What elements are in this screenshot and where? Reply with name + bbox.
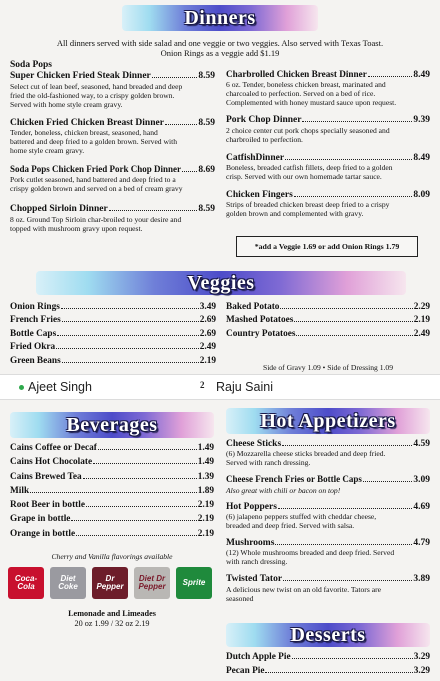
menu-item (10, 204, 215, 233)
veggie-price: 2.19 (413, 315, 430, 326)
veggie-row (226, 302, 430, 315)
item-price: 8.09 (413, 189, 430, 200)
menu-item (226, 115, 430, 144)
diet-dr-pepper-can-icon: Diet Dr Pepper (134, 567, 170, 599)
dinners-left-column (10, 60, 215, 237)
dinners-banner (122, 5, 318, 31)
veggie-row (10, 342, 216, 355)
menu-item (226, 439, 430, 468)
item-name: Chicken Fried Chicken Breast Dinner (10, 117, 164, 128)
veggies-left-column (10, 302, 216, 369)
menu-item (226, 153, 430, 182)
dr-pepper-can-icon: Dr Pepper (92, 567, 128, 599)
sprite-can-icon: Sprite (176, 567, 212, 599)
flavors-text: Cherry and Vanilla flavorings available (51, 552, 173, 561)
veggie-name: Country Potatoes (226, 328, 296, 339)
overlay-name-left[interactable]: Ajeet Singh (28, 380, 92, 394)
item-price: 9.39 (413, 115, 430, 126)
menu-item (226, 538, 430, 567)
dessert-name: Pecan Pie (226, 666, 265, 676)
veggie-price: 2.49 (199, 342, 216, 353)
beverage-row (10, 472, 214, 486)
item-desc: 6 oz. Tender, boneless chicken breast, marinated and (226, 80, 386, 90)
item-desc: charbroiled to perfection. (226, 134, 303, 144)
veggie-row (10, 315, 216, 328)
beverage-name: Orange in bottle (10, 528, 76, 539)
item-desc: seasoned (226, 593, 254, 603)
veggie-price: 2.69 (199, 315, 216, 326)
menu-item (226, 474, 430, 495)
name-overlay-strip (0, 374, 440, 400)
beverage-name: Cains Brewed Tea (10, 471, 82, 482)
menu-item (10, 118, 215, 156)
item-price: 4.79 (413, 537, 430, 548)
coca-cola-can-icon: Coca-Cola (8, 567, 44, 599)
veggie-row (10, 302, 216, 315)
appetizers-banner (226, 408, 430, 434)
beverage-name: Grape in bottle (10, 514, 71, 525)
dessert-row (226, 652, 430, 666)
flavors-note (10, 552, 214, 561)
veggie-price: 2.49 (413, 328, 430, 339)
desserts-list (226, 652, 430, 680)
menu-item (10, 164, 215, 194)
veggie-row (10, 356, 216, 369)
item-name: Chopped Sirloin Dinner (10, 204, 108, 215)
item-desc: Strips of breaded chicken breast deep fried to a crispy (226, 200, 390, 210)
item-price: 8.59 (198, 204, 215, 215)
item-desc: Served with home style cream gravy. (10, 99, 123, 109)
item-desc: Also great with chili or bacon on top! (226, 485, 341, 495)
item-name: Twisted Tator (226, 574, 283, 585)
beverage-name: Milk (10, 485, 30, 496)
appetizers-title: Hot Appetizers (260, 409, 396, 432)
beverage-price: 2.19 (197, 514, 214, 525)
item-desc: with ranch dressing. (226, 557, 288, 567)
menu-item (226, 574, 430, 603)
veggies-title: Veggies (187, 271, 255, 294)
beverage-name: Cains Coffee or Decaf (10, 443, 97, 453)
beverage-price: 2.19 (197, 528, 214, 539)
veggie-name: Baked Potato (226, 302, 280, 312)
overlay-fragment: 2 (200, 380, 205, 390)
item-price: 8.69 (198, 164, 215, 175)
diet-coke-can-icon: Diet Coke (50, 567, 86, 599)
note-text: *add a Veggie 1.69 or add Onion Rings 1.79 (254, 242, 400, 251)
online-dot-icon (19, 385, 24, 390)
item-price: 4.59 (413, 439, 430, 449)
item-desc: battered and deep fried to a golden brown. Served with (10, 136, 178, 146)
side-prices-text: Side of Gravy 1.09 • Side of Dressing 1.09 (262, 363, 394, 372)
item-price: 4.69 (413, 501, 430, 512)
veggie-name: Onion Rings (10, 302, 60, 312)
beverage-name: Root Beer in bottle (10, 500, 85, 511)
item-name: Chicken Fingers (226, 189, 293, 200)
veggie-row (10, 329, 216, 342)
item-name: Pork Chop Dinner (226, 115, 302, 126)
item-desc: breaded and deep fried. Served with salsa. (226, 520, 355, 530)
item-desc: (6) jalapeno peppers stuffed with cheddar cheese, (226, 512, 377, 522)
beverage-row (10, 457, 214, 471)
menu-item (10, 60, 215, 71)
item-desc: (12) Whole mushrooms breaded and deep fried. Served (226, 548, 395, 558)
item-desc: A delicious new twist on an old favorite. Tators are (226, 584, 381, 594)
veggie-price: 3.49 (199, 302, 216, 312)
beverage-price: 2.19 (197, 500, 214, 511)
side-prices (226, 363, 430, 372)
veggie-price: 2.19 (199, 355, 216, 366)
item-name: Cheese Sticks (226, 439, 282, 449)
item-name: Super Chicken Fried Steak Dinner (10, 71, 151, 82)
veggie-row (226, 315, 430, 328)
item-name: Soda Pops (10, 60, 52, 70)
beverages-title: Beverages (66, 413, 158, 436)
item-desc: Pork cutlet seasoned, hand battered and deep fried to a (10, 175, 176, 185)
item-desc: crisp. Served with our own homemade tartar sauce. (226, 171, 382, 181)
item-name: Soda Pops Chicken Fried Pork Chop Dinner (10, 163, 182, 174)
item-desc: golden brown and complemented with gravy. (226, 209, 364, 219)
menu-item (226, 502, 430, 531)
beverage-price: 1.49 (197, 457, 214, 468)
dinners-title: Dinners (184, 6, 256, 29)
lemonade-title: Lemonade and Limeades (68, 609, 156, 618)
beverages-banner (10, 412, 214, 438)
veggie-name: Fried Okra (10, 342, 56, 353)
item-desc: Complemented with honey mustard sauce upon request. (226, 98, 397, 108)
dessert-price: 3.29 (413, 652, 430, 662)
veggie-name: French Fries (10, 315, 61, 326)
item-desc: 2 choice center cut pork chops specially seasoned and (226, 125, 390, 135)
soda-cans (8, 567, 213, 599)
add-veggie-note (236, 236, 418, 257)
item-price: 8.59 (198, 117, 215, 128)
appetizers-list (226, 439, 430, 608)
lemonade-sizes: 20 oz 1.99 / 32 oz 2.19 (74, 619, 150, 629)
intro-line: Onion Rings as a veggie add $1.19 (160, 48, 280, 59)
menu-item (10, 71, 215, 109)
beverage-price: 1.49 (197, 443, 214, 453)
veggie-name: Green Beans (10, 355, 61, 366)
veggie-price: 2.69 (199, 328, 216, 339)
veggie-name: Mashed Potatoes (226, 315, 294, 326)
item-desc: (6) Mozzarella cheese sticks breaded and deep fried. (226, 449, 386, 459)
beverages-list (10, 443, 214, 543)
overlay-name-right[interactable]: Raju Saini (216, 380, 273, 394)
beverage-row (10, 514, 214, 528)
veggies-right-column (226, 302, 430, 342)
item-price: 8.49 (413, 70, 430, 80)
veggie-row (226, 329, 430, 342)
dessert-price: 3.29 (413, 666, 430, 676)
dinners-intro (20, 38, 420, 58)
item-price: 8.59 (198, 71, 215, 82)
item-price: 3.09 (413, 475, 430, 486)
item-desc: 8 oz. Ground Top Sirloin char-broiled to your desire and (10, 214, 182, 224)
item-desc: fried the old-fashioned way, to a crispy golden brown. (10, 90, 175, 100)
veggie-price: 2.29 (413, 302, 430, 312)
veggie-name: Bottle Caps (10, 328, 57, 339)
beverage-row (10, 529, 214, 543)
item-name: Mushrooms (226, 537, 275, 548)
item-desc: topped with mushroom gravy upon request. (10, 223, 143, 233)
dessert-row (226, 666, 430, 680)
beverage-row (10, 500, 214, 514)
item-name: Hot Poppers (226, 501, 277, 512)
item-name: Charbrolled Chicken Breast Dinner (226, 69, 367, 79)
item-desc: home style cream gravy. (10, 145, 85, 155)
item-desc: Boneless, breaded catfish fillets, deep fried to a golden (226, 162, 393, 172)
menu-item (226, 190, 430, 219)
lemonade-block (10, 609, 214, 630)
item-price: 8.49 (413, 152, 430, 163)
desserts-title: Desserts (290, 623, 366, 646)
beverage-price: 1.89 (197, 485, 214, 496)
item-desc: charcoaled to perfection. Served on a bed of rice. (226, 89, 376, 99)
beverage-name: Cains Hot Chocolate (10, 457, 93, 468)
item-price: 3.89 (413, 574, 430, 585)
intro-line: All dinners served with side salad and one veggie or two veggies. Also served with Texas Toast. (56, 38, 384, 48)
menu-item (226, 69, 430, 108)
dinners-right-column (226, 69, 430, 223)
veggies-banner (36, 271, 406, 295)
beverage-row (10, 443, 214, 457)
dessert-name: Dutch Apple Pie (226, 652, 291, 662)
item-name: CatfishDinner (226, 152, 285, 163)
item-desc: Select cut of lean beef, seasoned, hand breaded and deep (10, 81, 183, 91)
beverage-price: 1.39 (197, 471, 214, 482)
item-desc: crispy golden brown and served on a bed of cream gravy (10, 184, 183, 194)
item-name: Cheese French Fries or Bottle Caps (226, 474, 362, 485)
beverage-row (10, 486, 214, 500)
item-desc: Served with ranch dressing. (226, 458, 311, 468)
item-desc: Tender, boneless, chicken breast, seasoned, hand (10, 128, 158, 138)
desserts-banner (226, 623, 430, 647)
